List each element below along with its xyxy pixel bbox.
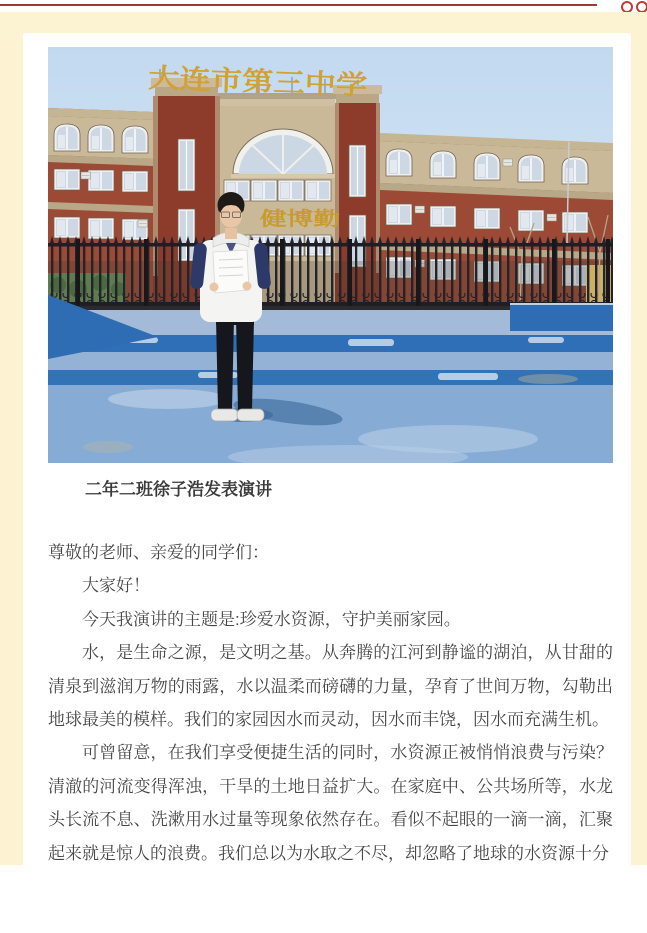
speech-photo (23, 33, 613, 463)
top-bar (0, 0, 647, 12)
salutation-line: 尊敬的老师、亲爱的同学们： (48, 543, 269, 562)
speech-paragraph: 今天我演讲的主题是:珍爱水资源，守护美丽家园。 (82, 609, 461, 629)
photo-caption: 二年二班徐子浩发表演讲 (85, 480, 272, 499)
speech-paragraph: 大家好！ (82, 576, 150, 596)
speech-body (48, 536, 613, 870)
speech-paragraph: 水，是生命之源，是文明之基。从奔腾的江河到静谧的湖泊，从甘甜的清泉到滋润万物的雨露，水以温柔而磅礴的力量，孕育了世间万物，勾勒出地球最美的模样。我们的家园因水而灵动，因水而丰饶，因水而充满生机。 (48, 643, 613, 730)
top-rule (0, 4, 597, 6)
article-card (23, 33, 631, 933)
page-sheet (0, 12, 647, 865)
school-name-sign: 大连市第三中学 (147, 63, 338, 100)
school-photo-illustration (48, 47, 613, 463)
building-motto-text: 健博勤 (260, 209, 318, 230)
speech-paragraph: 可曾留意，在我们享受便捷生活的同时，水资源正被悄悄浪费与污染？清澈的河流变得浑浊，干旱的土地日益扩大。在家庭中、公共场所等，水龙头长流不息、洗漱用水过量等现象依然存在。看似不起眼的一滴一滴，汇聚起来就是惊人的浪费。我们总以为水取之不尽，却忽略了地球的水资源十分 (48, 743, 613, 863)
